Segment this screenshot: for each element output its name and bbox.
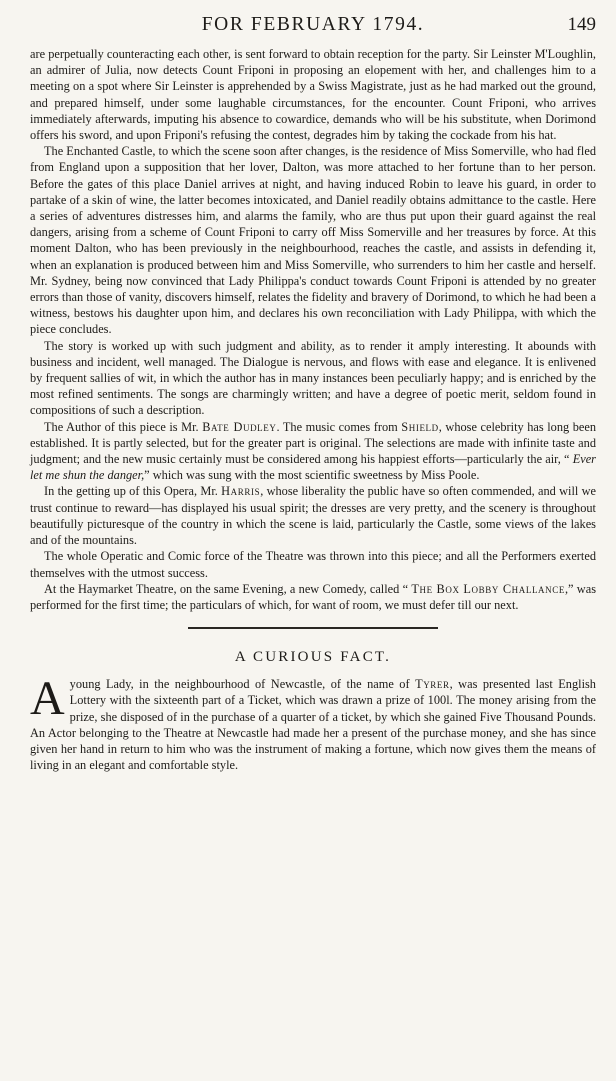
curious-fact-article: [30, 672, 596, 773]
surname: Tyrer: [415, 677, 450, 692]
text-run: young Lady, in the neighbourhood of Newcastle, of the name of: [69, 677, 416, 692]
section-title: A CURIOUS FACT.: [234, 649, 392, 666]
author-paragraph: [30, 419, 596, 484]
text-run: , whose liberality the public have so often commended, and will we trust continue to reward—has displayed his usual spirit; the dresses are very pretty, and the scenery is throughout beautifully picturesque of the country in which the scene is laid, particularly the Castle, some views of the lakes and of the mountains.: [30, 484, 596, 548]
text-run: In the getting up of this Opera, Mr.: [44, 484, 222, 499]
author-name: Bate Dudley: [202, 419, 277, 434]
haymarket-paragraph: [30, 581, 596, 613]
play-title: The Box Lobby Challance: [411, 581, 565, 596]
drop-cap: A: [30, 672, 65, 726]
text-run: ” which was sung with the most scientific sweetness by Miss Poole.: [144, 468, 480, 483]
harris-paragraph: [30, 483, 596, 548]
text-run: , was presented last English Lottery with the sixteenth part of a Ticket, which was drawn a prize of 100l. The money arising from the prize, she disposed of in the purchase of a quarter of a ticket, by which she gained Five Thousand Pounds. An Actor belonging to the Theatre at Newcastle had made her a present of the purchase money, and she has since given her hand in return to him who was the instrument of making a fortune, which now gives them the means of living in an elegant and comfortable style.: [30, 677, 596, 773]
section-divider: [188, 627, 438, 629]
review-paragraph: are perpetually counteracting each other, is sent forward to obtain reception for the party. Sir Leinster M'Loughlin, an admirer of Julia, now detects Count Friponi in proposing an elopement with her, and challenges him to a meeting on a spot where Sir Leinster is apprehended by a Swiss Magistrate, just as he had marked out the ground, and prepared himself, under some laughable circumstances, for the encounter. Count Friponi, who arrives immediately afterwards, imputing his absence to cowardice, demands who will be his substitute, when Dorimond offers his sword, and upon Friponi's refusing the contest, degrades him by taking the cockade from his hat.: [30, 47, 596, 143]
text-run: At the Haymarket Theatre, on the same Evening, a new Comedy, called “: [44, 581, 412, 596]
text-run: ,” was performed for the first time; the particulars of which, for want of room, we must defer till our next.: [30, 581, 596, 612]
text-run: , whose celebrity has long been established. It is partly selected, but for the greater part is original. The selections are made with infinite taste and judgment; and the new music certainly must be considered among his happiest efforts—particularly the air, “: [30, 419, 597, 467]
theatre-review: [30, 46, 596, 613]
page-number: 149: [567, 14, 596, 35]
running-title: FOR FEBRUARY 1794.: [201, 14, 425, 35]
air-title: Ever let me shun the danger,: [30, 452, 596, 483]
manager-name: Harris: [221, 484, 261, 499]
text-run: . The music comes from: [276, 419, 402, 434]
review-paragraph: The Enchanted Castle, to which the scene soon after changes, is the residence of Miss Somerville, who had fled from England upon a supposition that her lover, Dalton, was more attached to her fortune than to her person. Before the gates of this place Daniel arrives at night, and having induced Robin to leave his guard, in order to partake of a skin of wine, the latter becomes intoxicated, and Daniel readily obtains admittance to the castle. Here a series of adventures distresses him, and alarms the family, who are thus put upon their guard against the real dangers, arising from a scheme of Count Friponi to carry off Miss Somerville and her treasures by force. At this moment Dalton, who has been previously in the neighbourhood, reaches the castle, and assists in defending it, when an explanation is produced between him and Miss Somerville, who surrenders to him her castle and herself. Mr. Sydney, being now convinced that Lady Philippa's conduct towards Count Friponi is attended by no greater errors than those of vanity, discovers himself, relates the fidelity and bravery of Dorimond, to which he had been a witness, bestows his daughter upon him, and declares his own reconciliation with Lady Philippa, with which the piece concludes.: [30, 144, 596, 337]
force-paragraph: The whole Operatic and Comic force of the Theatre was thrown into this piece; and all the Performers exerted themselves with the utmost success.: [30, 549, 596, 580]
composer-name: Shield: [401, 419, 439, 434]
page-header: [30, 10, 596, 46]
review-paragraph: The story is worked up with such judgment and ability, as to render it amply interesting. It abounds with business and incident, well managed. The Dialogue is nervous, and flows with ease and elegance. It is enlivened by frequent sallies of wit, in which the author has in many instances been peculiarly happy; and is enriched by the most refined sentiments. The songs are charmingly written; and have a degree of poetic merit, seldom found in compositions of such a description.: [30, 338, 596, 418]
text-run: The Author of this piece is Mr.: [44, 419, 203, 434]
